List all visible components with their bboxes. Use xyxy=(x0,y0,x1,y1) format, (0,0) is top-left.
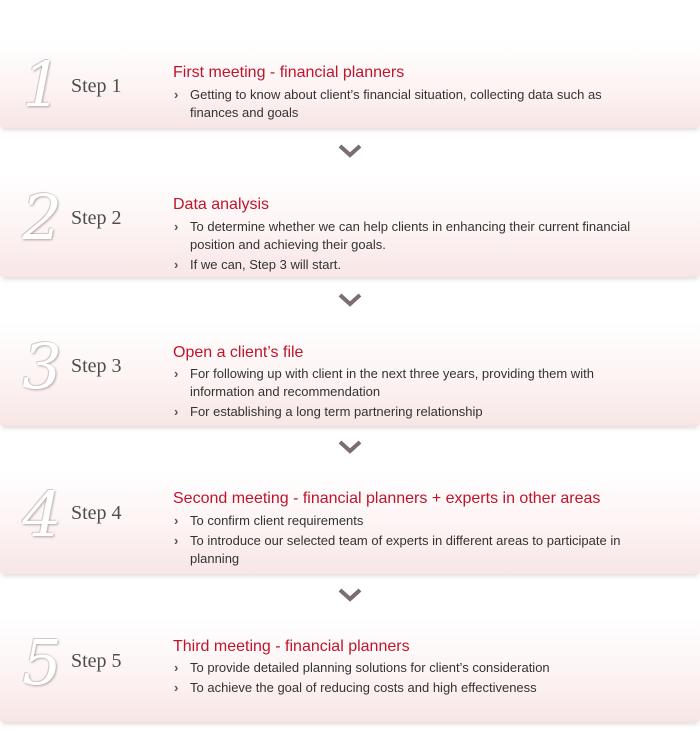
step-title-5: Third meeting - financial planners xyxy=(173,638,410,655)
step-number-2: 2 xyxy=(22,181,62,254)
step-label-1: Step 1 xyxy=(71,75,122,97)
step-number-5: 5 xyxy=(22,626,62,699)
chevron-down-icon xyxy=(338,587,362,603)
bullet-item: › Getting to know about client’s financial situation, collecting data such as finances and goals xyxy=(174,87,602,120)
bullet-item: › To introduce our selected team of experts in different areas to participate in planning xyxy=(174,533,621,566)
step-label-3: Step 3 xyxy=(71,355,122,377)
step-title-4: Second meeting - financial planners + experts in other areas xyxy=(173,490,601,507)
step-label-2: Step 2 xyxy=(71,207,122,229)
chevron-right-icon: › xyxy=(174,87,179,102)
chevron-right-icon: › xyxy=(174,680,179,695)
bullet-item: › To determine whether we can help clients in enhancing their current financial position and achieving their goals. xyxy=(174,219,631,252)
chevron-down-icon xyxy=(338,439,362,455)
chevron-down-icon xyxy=(338,143,362,159)
step-card-2 xyxy=(0,173,700,277)
step-card-3 xyxy=(0,322,700,426)
step-bullets-1 xyxy=(173,86,653,124)
step-number-1: 1 xyxy=(22,48,62,121)
chevron-right-icon: › xyxy=(174,404,179,419)
step-title-3: Open a client’s file xyxy=(173,344,304,361)
chevron-right-icon: › xyxy=(174,513,179,528)
step-card-4 xyxy=(0,470,700,574)
step-card-5 xyxy=(0,618,700,722)
chevron-right-icon: › xyxy=(174,533,179,548)
step-number-3: 3 xyxy=(22,330,62,403)
chevron-right-icon: › xyxy=(174,366,179,381)
step-label-5: Step 5 xyxy=(71,650,122,672)
step-bullets-2 xyxy=(173,218,653,276)
chevron-right-icon: › xyxy=(174,219,179,234)
step-title-1: First meeting - financial planners xyxy=(173,64,405,81)
step-bullets-5 xyxy=(173,659,653,699)
bullet-item: › For following up with client in the next three years, providing them with information and recommendation xyxy=(174,366,594,399)
step-card-1 xyxy=(0,40,700,128)
step-title-2: Data analysis xyxy=(173,196,270,213)
bullet-item: › To confirm client requirements xyxy=(174,513,364,528)
chevron-down-icon xyxy=(338,292,362,308)
bullet-item: › For establishing a long term partnering relationship xyxy=(174,404,483,419)
chevron-right-icon: › xyxy=(174,660,179,675)
chevron-right-icon: › xyxy=(174,257,179,272)
step-bullets-3 xyxy=(173,365,653,423)
bullet-item: › To achieve the goal of reducing costs and high effectiveness xyxy=(174,680,537,695)
step-bullets-4 xyxy=(173,512,653,570)
bullet-item: › To provide detailed planning solutions for client’s consideration xyxy=(174,660,550,675)
bullet-item: › If we can, Step 3 will start. xyxy=(174,257,342,272)
step-number-4: 4 xyxy=(22,478,62,551)
step-label-4: Step 4 xyxy=(71,502,122,524)
